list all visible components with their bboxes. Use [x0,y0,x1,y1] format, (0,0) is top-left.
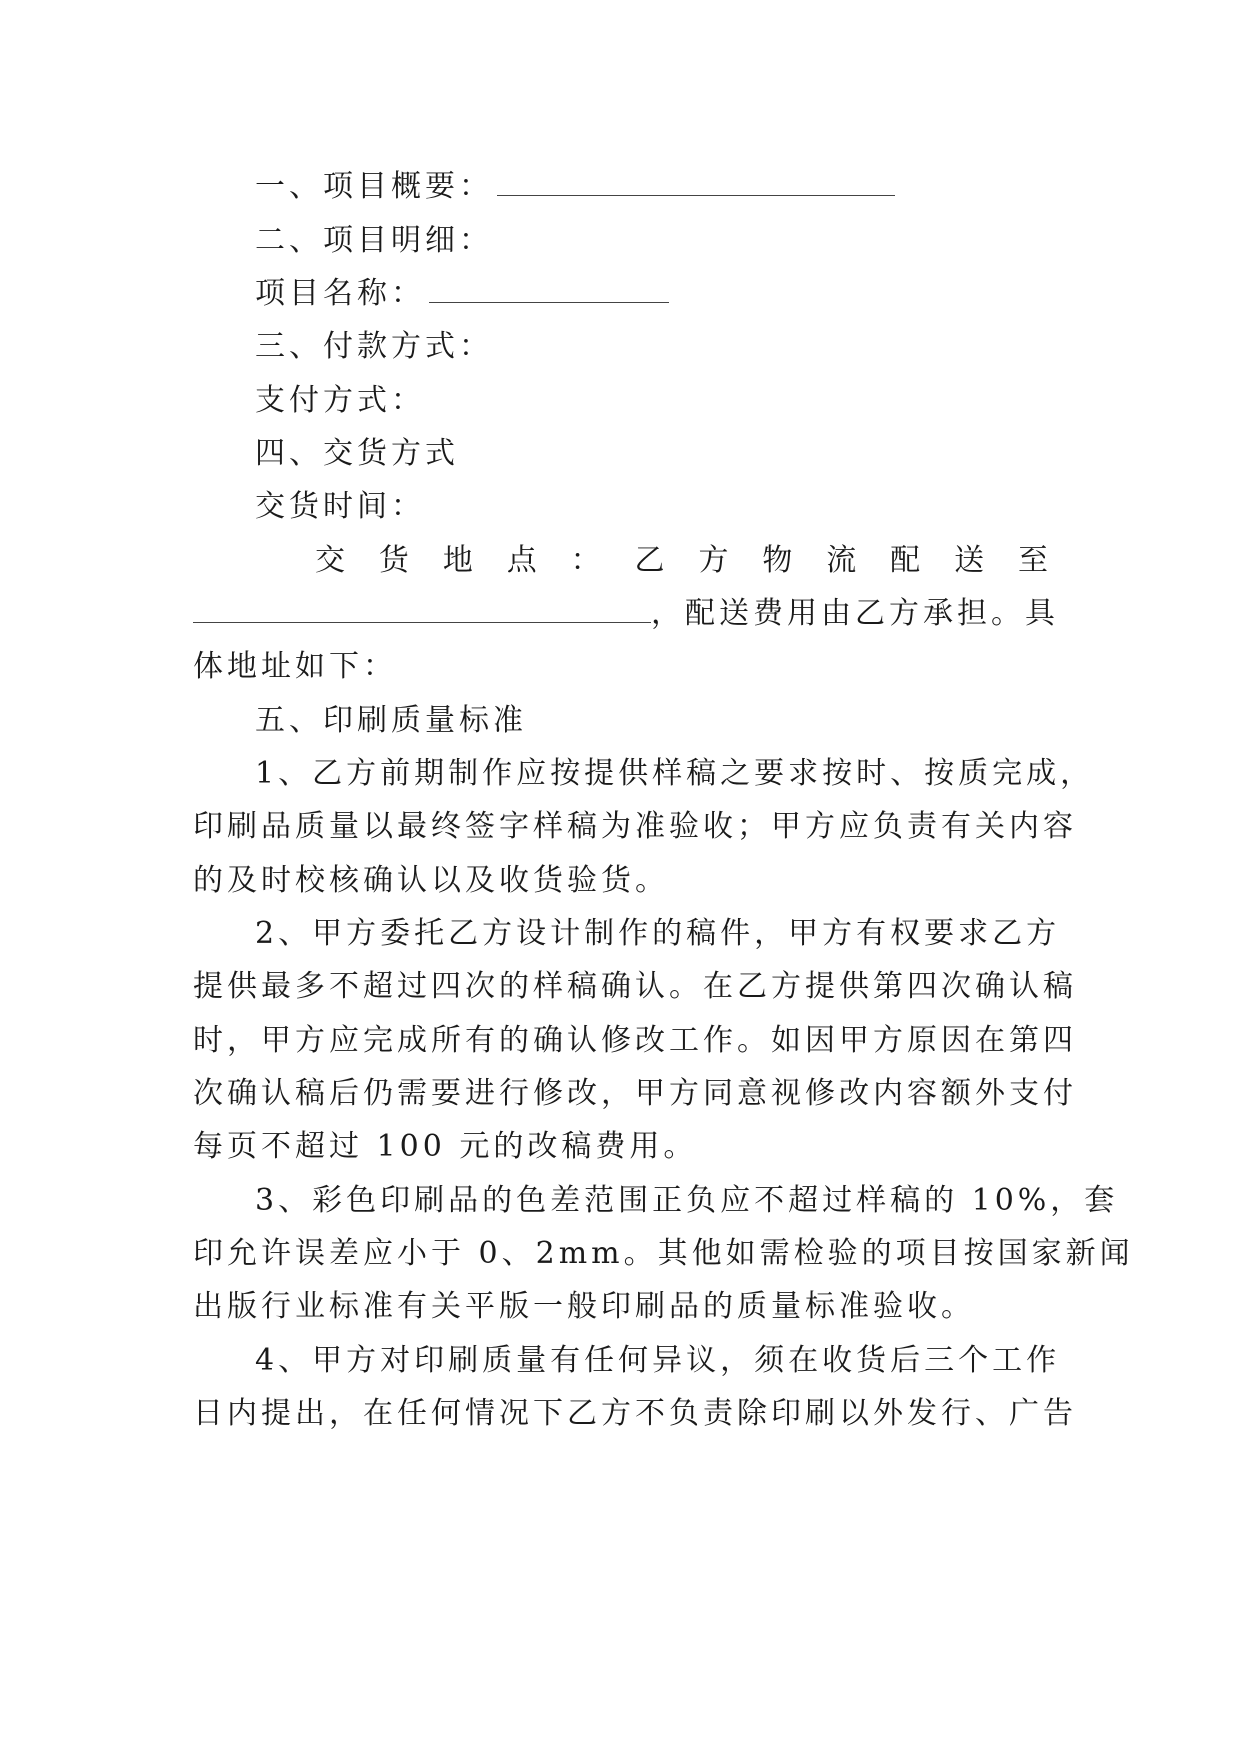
item-name-line [255,265,1115,323]
delivery-place-char: 方 [698,543,729,578]
item-name-label: 项目名称： [255,276,425,311]
delivery-address-line [193,585,1059,643]
delivery-place-char: 至 [1017,543,1048,578]
delivery-place-char: 送 [954,543,985,578]
delivery-place-char: 货 [378,543,409,578]
delivery-place-char: 乙 [634,543,665,578]
clause-3-line-1: 3、彩色印刷品的色差范围正负应不超过样稿的 10%，套 [255,1183,1119,1218]
clause-2-line-2: 提供最多不超过四次的样稿确认。在乙方提供第四次确认稿 [193,969,1077,1004]
clause-3-line-2: 印允许误差应小于 0、2mm。其他如需检验的项目按国家新闻 [193,1236,1134,1271]
delivery-address-blank [193,588,651,623]
section-2-heading: 二、项目明细： [255,223,493,258]
delivery-place-char: 点 [506,543,537,578]
address-detail-text: 体地址如下： [193,649,397,684]
clause-1-line-1: 1、乙方前期制作应按提供样稿之要求按时、按质完成， [255,756,1095,791]
clause-1-line-2: 印刷品质量以最终签字样稿为准验收；甲方应负责有关内容 [193,809,1077,844]
clause-2-line-5: 每页不超过 100 元的改稿费用。 [193,1129,698,1164]
delivery-place-char: 配 [890,543,921,578]
clause-2-line-4: 次确认稿后仍需要进行修改，甲方同意视修改内容额外支付 [193,1076,1077,1111]
delivery-place-line [315,532,1048,590]
section-4-heading: 四、交货方式 [255,436,459,471]
section-1-line [255,158,1115,216]
delivery-place-char: 地 [442,543,473,578]
section-1-heading: 一、项目概要： [255,169,493,204]
delivery-time-label: 交货时间： [255,489,425,524]
item-name-blank [429,268,669,303]
section-3-heading: 三、付款方式： [255,329,493,364]
clause-4-line-2: 日内提出，在任何情况下乙方不负责除印刷以外发行、广告 [193,1396,1077,1431]
project-summary-blank [497,161,895,196]
clause-3-line-3: 出版行业标准有关平版一般印刷品的质量标准验收。 [193,1289,975,1324]
clause-1-line-3: 的及时校核确认以及收货验货。 [193,863,669,898]
payment-method-label: 支付方式： [255,383,425,418]
clause-2-line-3: 时，甲方应完成所有的确认修改工作。如因甲方原因在第四 [193,1023,1077,1058]
delivery-place-char: 交 [315,543,345,578]
delivery-place-char: ： [570,543,601,578]
delivery-fee-text: ，配送费用由乙方承担。具 [651,596,1059,631]
section-5-heading: 五、印刷质量标准 [255,703,527,738]
clause-4-line-1: 4、甲方对印刷质量有任何异议，须在收货后三个工作 [255,1343,1061,1378]
delivery-place-char: 物 [762,543,793,578]
clause-2-line-1: 2、甲方委托乙方设计制作的稿件，甲方有权要求乙方 [255,916,1061,951]
delivery-place-char: 流 [826,543,857,578]
